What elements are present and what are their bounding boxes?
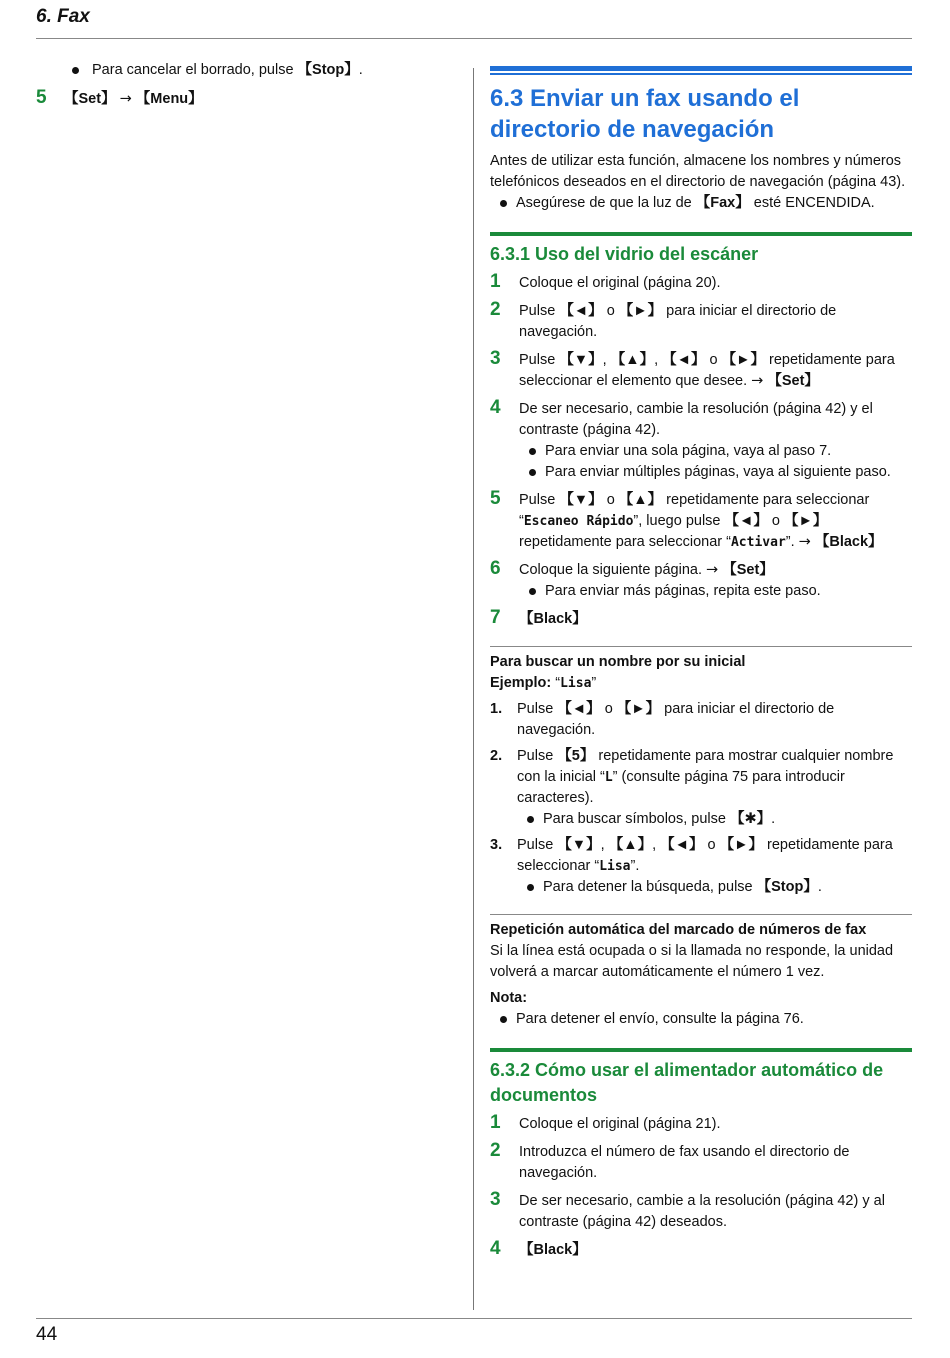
left-key: 【◄】 (662, 352, 706, 368)
step-number: 1 (490, 271, 501, 292)
stop-key: 【Stop】 (756, 879, 818, 895)
redial-text: Si la línea está ocupada o si la llamada no responde, la unidad volverá a marcar automáticamente el número 1 vez. (490, 943, 894, 980)
example-value: Lisa (560, 676, 592, 691)
step-7 (490, 609, 912, 630)
down-key: 【▼】 (557, 837, 601, 853)
step-text: repetidamente para mostrar cualquier nombre con la inicial “ (517, 748, 894, 785)
bullet-text: Para buscar símbolos, pulse (543, 811, 730, 827)
stop-key: 【Stop】 (297, 62, 359, 78)
right-key: 【►】 (616, 701, 661, 717)
redial-heading: Repetición automática del marcado de números de fax (490, 922, 867, 938)
footer-rule (36, 1318, 912, 1319)
section-rule-top (490, 66, 912, 71)
adf-step-2 (490, 1142, 912, 1184)
step-text: o (703, 837, 720, 853)
set-key: 【Set】 (767, 373, 819, 389)
step-text: , (600, 837, 609, 853)
page-number: 44 (36, 1324, 58, 1345)
divider (490, 914, 912, 915)
black-key: 【Black】 (519, 1242, 587, 1258)
bullet-text: Asegúrese de que la luz de (516, 195, 696, 211)
step-text: Coloque el original (página 21). (519, 1116, 721, 1132)
black-key: 【Black】 (814, 534, 883, 550)
subsection-rule (490, 1048, 912, 1052)
up-key: 【▲】 (610, 352, 655, 368)
bullet-text: Para cancelar el borrado, pulse (92, 62, 298, 78)
step-text: repetidamente para seleccionar el elemento que desee. (519, 352, 895, 389)
section-rule-bottom (490, 73, 912, 75)
step-4 (490, 399, 912, 483)
step-number: 2. (490, 748, 503, 764)
bullet-text: Para detener la búsqueda, pulse (543, 879, 757, 895)
step-text: Pulse (517, 701, 558, 717)
step-text: o (767, 513, 784, 529)
adf-step-1 (490, 1114, 912, 1135)
step-1 (490, 273, 912, 294)
search-step-1 (490, 699, 912, 741)
left-key: 【◄】 (557, 701, 601, 717)
right-column (490, 66, 912, 1268)
display-text-quick-scan: Escaneo Rápido (523, 514, 634, 529)
left-column (36, 60, 456, 110)
arrow-icon: → (751, 373, 764, 389)
right-key: 【►】 (721, 352, 765, 368)
fax-light-bullet (490, 193, 912, 214)
divider (490, 646, 912, 647)
step-number: 1. (490, 701, 503, 717)
step-3 (490, 350, 912, 392)
adf-step-3 (490, 1191, 912, 1233)
section-intro: Antes de utilizar esta función, almacene los nombres y números telefónicos deseados en el directorio de navegación (página 43). (490, 153, 906, 190)
search-step-2 (490, 746, 912, 830)
left-key: 【◄】 (724, 513, 768, 529)
step-number: 3 (490, 1189, 501, 1210)
step-number: 5 (36, 87, 47, 108)
down-key: 【▼】 (559, 492, 603, 508)
search-heading: Para buscar un nombre por su inicial (490, 654, 746, 670)
arrow-icon: → (706, 562, 719, 578)
arrow-icon: → (119, 91, 132, 107)
subsection-title-adf: 6.3.2 Cómo usar el alimentador automático de documentos (490, 1060, 884, 1105)
adf-step-4 (490, 1240, 912, 1261)
search-example (490, 673, 912, 694)
step-text: , (602, 352, 611, 368)
right-key: 【►】 (618, 303, 663, 319)
section-title: 6.3 Enviar un fax usando el directorio de navegación (490, 85, 800, 143)
up-key: 【▲】 (608, 837, 653, 853)
step-text: repetidamente para seleccionar “ (519, 534, 731, 550)
more-pages-bullet: Para enviar más páginas, repita este paso. (519, 581, 912, 602)
right-key: 【►】 (784, 513, 828, 529)
bullet-suffix: esté ENCENDIDA. (749, 195, 875, 211)
step-number: 1 (490, 1112, 501, 1133)
step-text: ” (consulte página 75 para introducir caracteres). (517, 769, 845, 806)
step-text: para iniciar el directorio de navegación. (519, 303, 837, 340)
step-2 (490, 301, 912, 343)
step-text: Coloque el original (página 20). (519, 275, 721, 291)
five-key: 【5】 (557, 748, 595, 764)
note-bullet: Para detener el envío, consulte la página 76. (490, 1009, 912, 1030)
step-text: repetidamente para seleccionar “ (519, 492, 870, 529)
star-key: 【✱】 (729, 811, 772, 827)
display-text-name: Lisa (599, 859, 631, 874)
arrow-icon: → (798, 534, 811, 550)
fax-key: 【Fax】 (695, 195, 750, 211)
step-text: ”. (785, 534, 799, 550)
header-rule (36, 38, 912, 39)
up-key: 【▲】 (618, 492, 663, 508)
step-text: , (654, 352, 663, 368)
step-text: Pulse (517, 748, 558, 764)
step-text: para iniciar el directorio de navegación. (517, 701, 835, 738)
search-step-3 (490, 835, 912, 898)
header-title: 6. Fax (36, 6, 90, 27)
subsection-title-scanner: 6.3.1 Uso del vidrio del escáner (490, 244, 759, 264)
set-key: 【Set】 (64, 91, 116, 107)
step-text: Pulse (519, 303, 560, 319)
step-5 (490, 490, 912, 553)
step-number: 4 (490, 397, 501, 418)
example-label: Ejemplo: (490, 675, 556, 691)
stop-search-bullet (517, 877, 912, 898)
step-number: 7 (490, 607, 501, 628)
note-label: Nota: (490, 990, 528, 1006)
step-text: o (602, 492, 619, 508)
step-text: Pulse (517, 837, 558, 853)
single-page-bullet: Para enviar una sola página, vaya al paso 7. (519, 441, 912, 462)
step-text: repetidamente para seleccionar “ (517, 837, 893, 874)
display-text-activate: Activar (730, 535, 786, 550)
step-text: ”, luego pulse (633, 513, 725, 529)
step-number: 4 (490, 1238, 501, 1259)
step-6 (490, 560, 912, 602)
step-number: 2 (490, 1140, 501, 1161)
step-number: 5 (490, 488, 501, 509)
bullet-suffix: . (358, 62, 363, 78)
step-text: Coloque la siguiente página. (519, 562, 707, 578)
step-text: De ser necesario, cambie la resolución (página 42) y el contraste (página 42). (519, 401, 873, 438)
left-key: 【◄】 (660, 837, 704, 853)
symbol-search-bullet (517, 809, 912, 830)
step-text: o (602, 303, 619, 319)
bullet-suffix: . (817, 879, 822, 895)
step-number: 3. (490, 837, 503, 853)
quote-open: “ (555, 675, 561, 691)
step-text: De ser necesario, cambie a la resolución (página 42) y al contraste (página 42) deseados. (519, 1193, 885, 1230)
step-number: 3 (490, 348, 501, 369)
bullet-suffix: . (771, 811, 776, 827)
step-text: o (600, 701, 617, 717)
step-text: Introduzca el número de fax usando el directorio de navegación. (519, 1144, 850, 1181)
set-key: 【Set】 (722, 562, 774, 578)
step-number: 2 (490, 299, 501, 320)
left-key: 【◄】 (559, 303, 603, 319)
subsection-rule (490, 232, 912, 236)
step-number: 6 (490, 558, 501, 579)
left-step-5 (36, 89, 456, 110)
step-text: o (705, 352, 722, 368)
cancel-erase-bullet (62, 60, 456, 81)
black-key: 【Black】 (519, 611, 587, 627)
column-divider (473, 68, 474, 1310)
multi-page-bullet: Para enviar múltiples páginas, vaya al siguiente paso. (519, 462, 912, 483)
quote-close: ” (591, 675, 597, 691)
step-text: , (652, 837, 661, 853)
step-text: ”. (630, 858, 640, 874)
step-text: Pulse (519, 352, 560, 368)
right-key: 【►】 (719, 837, 763, 853)
display-text-initial: L (604, 770, 613, 785)
step-text: Pulse (519, 492, 560, 508)
menu-key: 【Menu】 (135, 91, 203, 107)
down-key: 【▼】 (559, 352, 603, 368)
